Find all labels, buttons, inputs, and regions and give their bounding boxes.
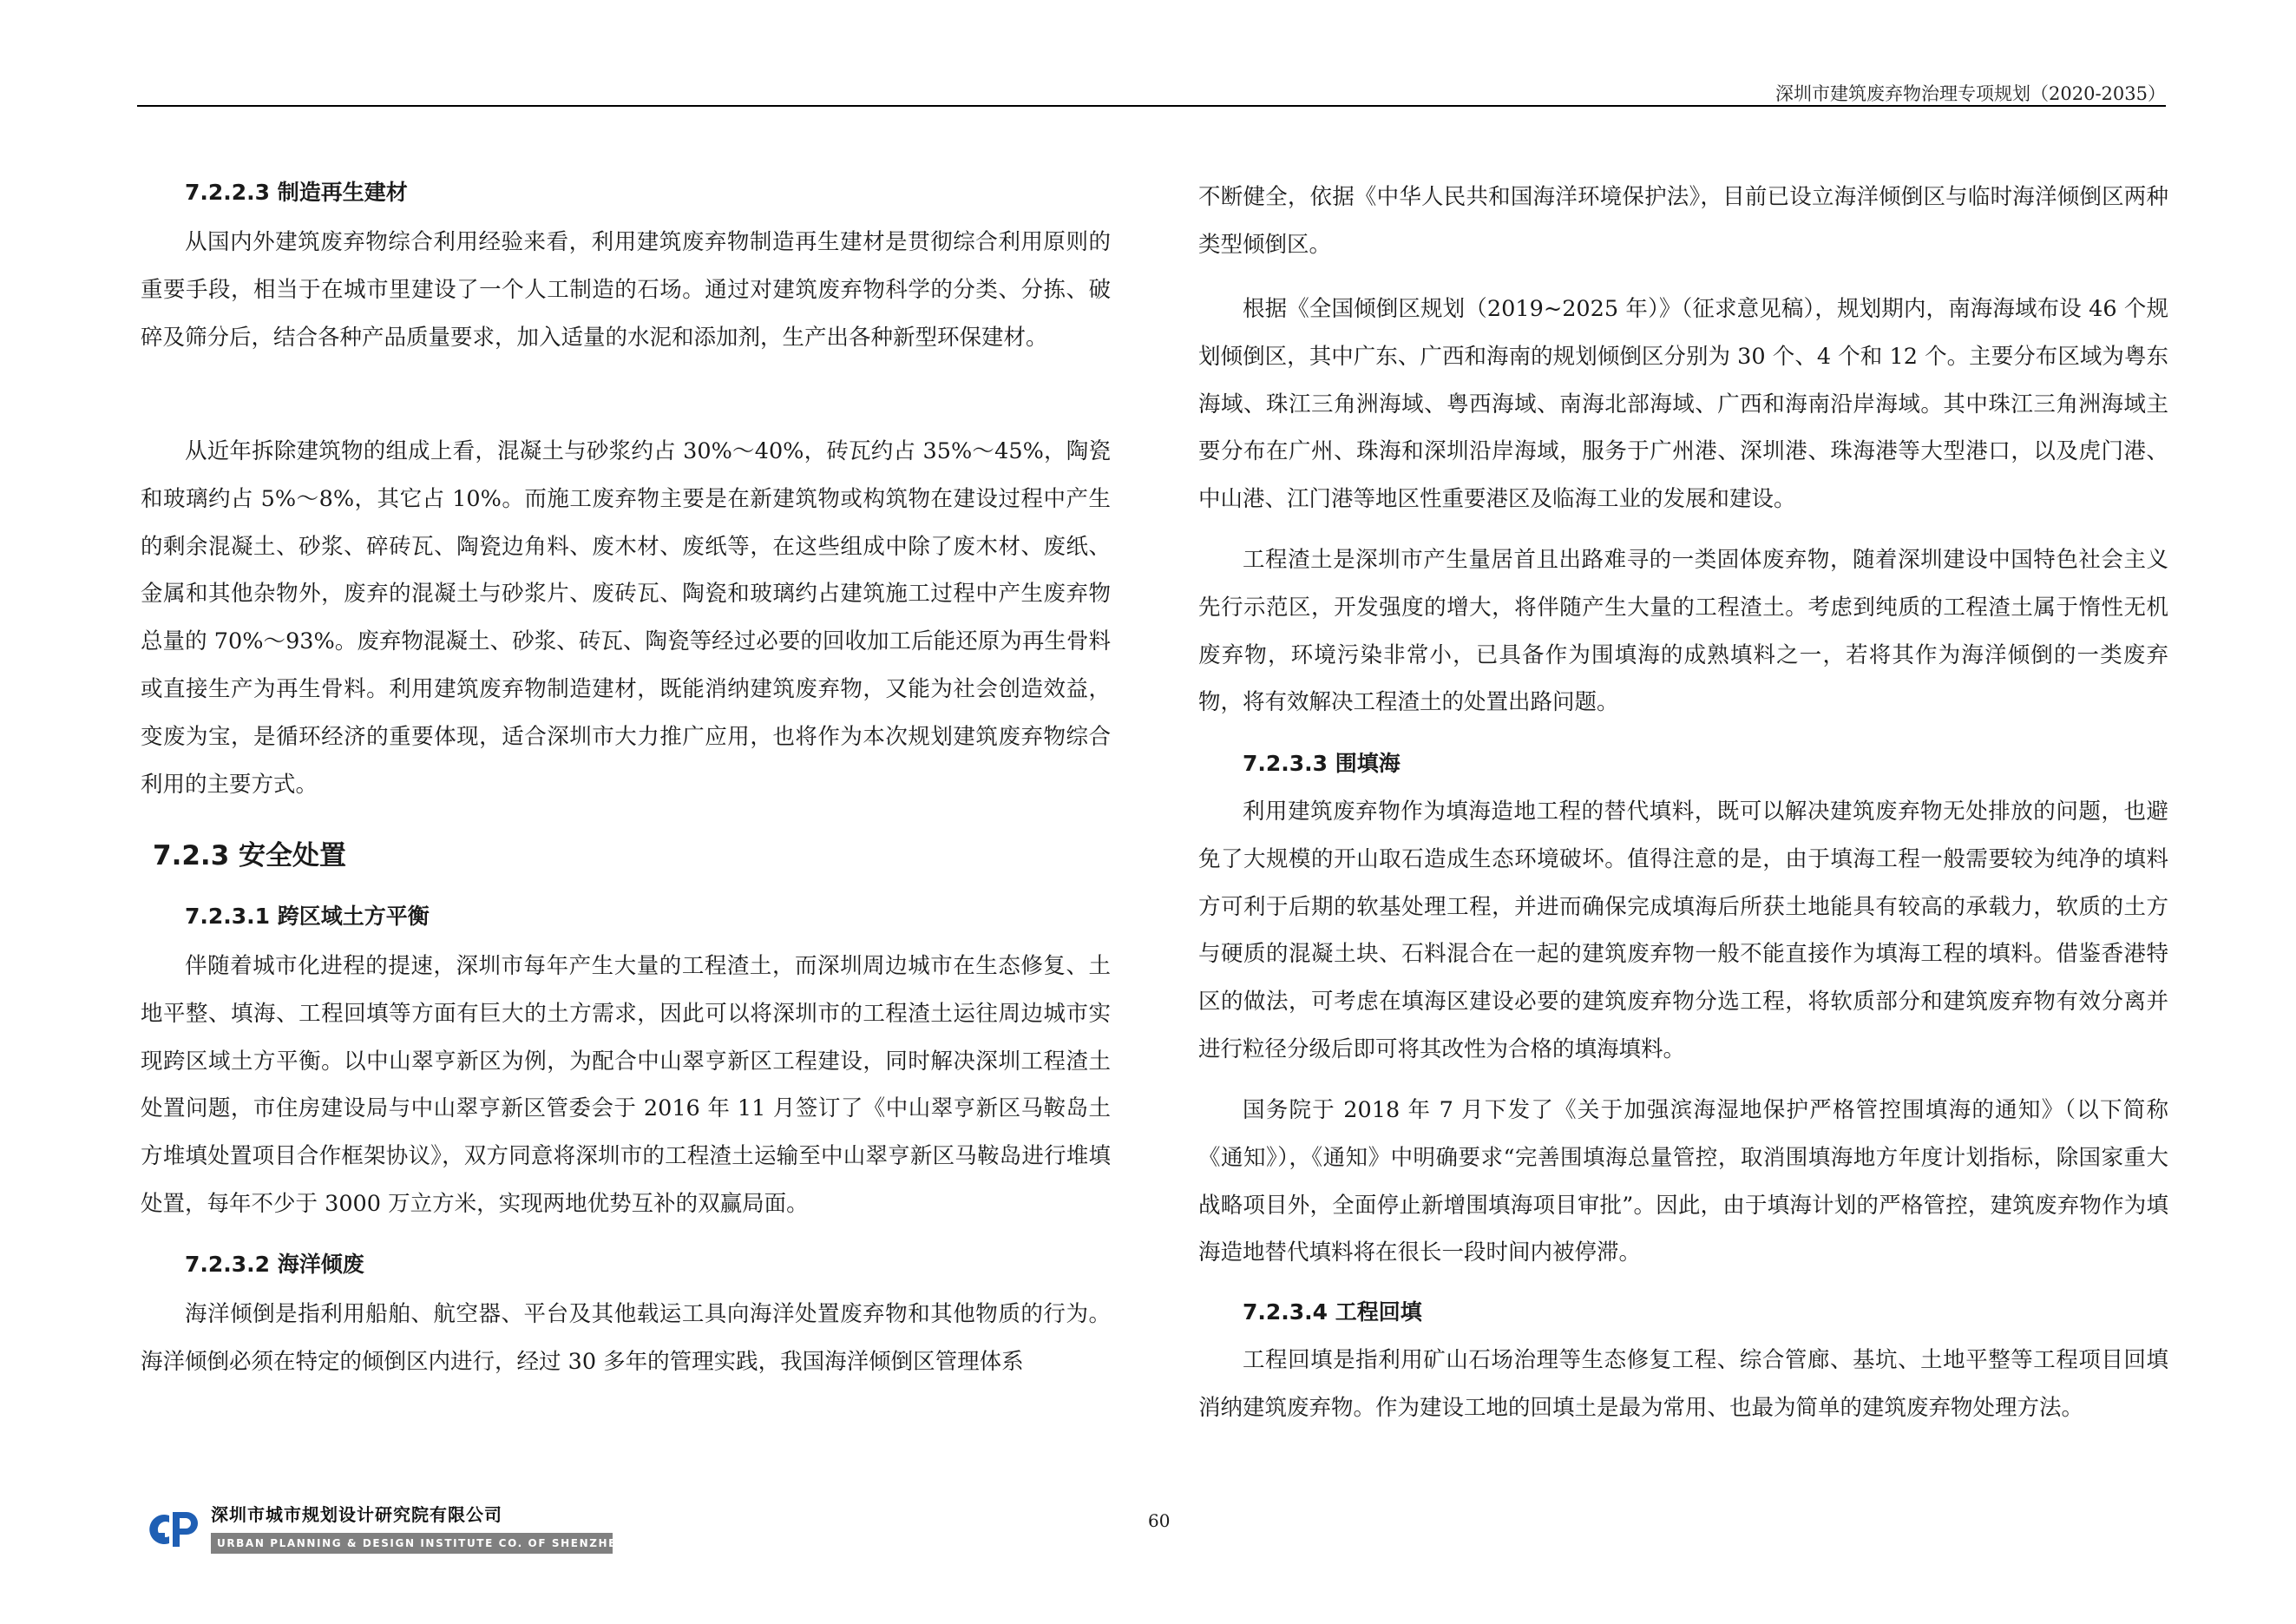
paragraph-continued: 不断健全，依据《中华人民共和国海洋环境保护法》，目前已设立海洋倾倒区与临时海洋倾倒区两种类型倾倒区。 (1198, 184, 2168, 258)
page-number: 60 (1148, 1510, 1171, 1531)
institute-name: 深圳市城市规划设计研究院有限公司 (211, 1504, 502, 1525)
paragraph: 从近年拆除建筑物的组成上看，混凝土与砂浆约占 30%～40%，砖瓦约占 35%～45%，陶瓷和玻璃约占 5%～8%，其它占 10%。而施工废弃物主要是在新建筑物或构筑物在建设过程中产生的剩余混凝土、砂浆、碎砖瓦、陶瓷边角料、废木材、废纸等，在这些组成中除了废木材、废纸、金属和其他杂物外，废弃的混凝土与砂浆片、废砖瓦、陶瓷和玻璃约占建筑施工过程中产生废弃物总量的 70%～93%。废弃物混凝土、砂浆、砖瓦、陶瓷等经过必要的回收加工后能还原为再生骨料或直接生产为再生骨料。利用建筑废弃物制造建材，既能消纳建筑废弃物，又能为社会创造效益，变废为宝，是循环经济的重要体现，适合深圳市大力推广应用，也将作为本次规划建筑废弃物综合利用的主要方式。 (141, 438, 1111, 798)
section-heading-7-2-3-3: 7.2.3.3 围填海 (1243, 751, 1401, 776)
section-heading-7-2-3-4: 7.2.3.4 工程回填 (1243, 1299, 1422, 1325)
running-header-title: 深圳市建筑废弃物治理专项规划（2020-2035） (1775, 83, 2166, 104)
institute-name-english: URBAN PLANNING & DESIGN INSTITUTE CO. OF SHENZHEN (217, 1537, 627, 1549)
paragraph: 工程回填是指利用矿山石场治理等生态修复工程、综合管廊、基坑、土地平整等工程项目回填消纳建筑废弃物。作为建设工地的回填土是最为常用、也最为简单的建筑废弃物处理方法。 (1198, 1347, 2168, 1421)
section-heading-7-2-2-3: 7.2.2.3 制造再生建材 (185, 180, 408, 205)
section-heading-7-2-3-2: 7.2.3.2 海洋倾废 (185, 1252, 364, 1277)
paragraph: 利用建筑废弃物作为填海造地工程的替代填料，既可以解决建筑废弃物无处排放的问题，也避免了大规模的开山取石造成生态环境破坏。值得注意的是，由于填海工程一般需要较为纯净的填料方可利于后期的软基处理工程，并进而确保完成填海后所获土地能具有较高的承载力，软质的土方与硬质的混凝土块、石料混合在一起的建筑废弃物一般不能直接作为填海工程的填料。借鉴香港特区的做法，可考虑在填海区建设必要的建筑废弃物分选工程，将软质部分和建筑废弃物有效分离并进行粒径分级后即可将其改性为合格的填海填料。 (1198, 799, 2168, 1062)
section-heading-7-2-3: 7.2.3 安全处置 (153, 840, 347, 871)
paragraph: 根据《全国倾倒区规划（2019~2025 年）》（征求意见稿），规划期内，南海海域布设 46 个规划倾倒区，其中广东、广西和海南的规划倾倒区分别为 30 个、4 个和 12 个。主要分布区域为粤东海域、珠江三角洲海域、粤西海域、南海北部海域、广西和海南沿岸海域。其中珠江三角洲海域主要分布在广州、珠海和深圳沿岸海域，服务于广州港、深圳港、珠海港等大型港口，以及虎门港、中山港、江门港等地区性重要港区及临海工业的发展和建设。 (1198, 296, 2168, 513)
header-divider (137, 105, 2166, 107)
section-heading-7-2-3-1: 7.2.3.1 跨区域土方平衡 (185, 904, 430, 929)
paragraph: 海洋倾倒是指利用船舶、航空器、平台及其他载运工具向海洋处置废弃物和其他物质的行为。海洋倾倒必须在特定的倾倒区内进行，经过 30 多年的管理实践，我国海洋倾倒区管理体系 (141, 1301, 1111, 1375)
paragraph: 工程渣土是深圳市产生量居首且出路难寻的一类固体废弃物，随着深圳建设中国特色社会主义先行示范区，开发强度的增大，将伴随产生大量的工程渣土。考虑到纯质的工程渣土属于惰性无机废弃物，环境污染非常小，已具备作为围填海的成熟填料之一，若将其作为海洋倾倒的一类废弃物，将有效解决工程渣土的处置出路问题。 (1198, 547, 2168, 716)
paragraph: 从国内外建筑废弃物综合利用经验来看，利用建筑废弃物制造再生建材是贯彻综合利用原则的重要手段，相当于在城市里建设了一个人工制造的石场。通过对建筑废弃物科学的分类、分拣、破碎及筛分后，结合各种产品质量要求，加入适量的水泥和添加剂，生产出各种新型环保建材。 (141, 229, 1111, 351)
paragraph: 国务院于 2018 年 7 月下发了《关于加强滨海湿地保护严格管控围填海的通知》（以下简称《通知》），《通知》中明确要求“完善围填海总量管控，取消围填海地方年度计划指标，除国家重大战略项目外，全面停止新增围填海项目审批”。因此，由于填海计划的严格管控，建筑废弃物作为填海造地替代填料将在很长一段时间内被停滞。 (1198, 1097, 2168, 1266)
institute-logo-icon (143, 1507, 204, 1550)
paragraph: 伴随着城市化进程的提速，深圳市每年产生大量的工程渣土，而深圳周边城市在生态修复、土地平整、填海、工程回填等方面有巨大的土方需求，因此可以将深圳市的工程渣土运往周边城市实现跨区域土方平衡。以中山翠亨新区为例，为配合中山翠亨新区工程建设，同时解决深圳工程渣土处置问题，市住房建设局与中山翠亨新区管委会于 2016 年 11 月签订了《中山翠亨新区马鞍岛土方堆填处置项目合作框架协议》，双方同意将深圳市的工程渣土运输至中山翠亨新区马鞍岛进行堆填处置，每年不少于 3000 万立方米，实现两地优势互补的双赢局面。 (141, 953, 1111, 1217)
